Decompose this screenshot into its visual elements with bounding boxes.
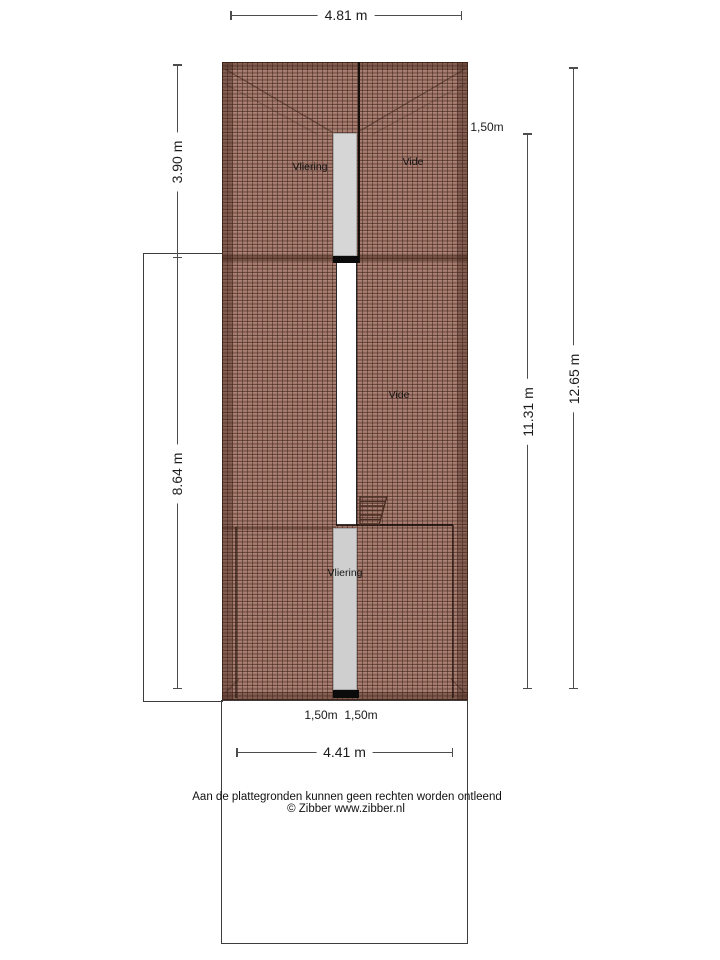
dimension-tick xyxy=(452,748,454,757)
dimension-left xyxy=(169,64,185,689)
dimension-right-inner-label: 11.31 m xyxy=(520,379,536,445)
knee-wall-left xyxy=(235,527,237,698)
roof-plan xyxy=(222,62,468,700)
dimension-tick xyxy=(523,688,532,690)
knee-wall-right xyxy=(452,525,454,698)
dimension-tick xyxy=(523,133,532,135)
room-label-vide-middle: Vide xyxy=(388,389,410,401)
stairs-icon xyxy=(358,495,389,526)
dimension-right-inner xyxy=(519,133,536,689)
disclaimer-text: Aan de plattegronden kunnen geen rechten worden ontleend xyxy=(192,791,502,803)
dimension-left-upper-label: 3.90 m xyxy=(169,133,185,192)
dimension-tick xyxy=(173,257,182,259)
label-right-offset: 1,50m xyxy=(470,120,504,134)
dimension-tick xyxy=(173,688,182,690)
label-bottom-left-offset: 1,50m xyxy=(304,708,338,722)
lower-floor-outline-bottom xyxy=(221,700,468,944)
dimension-right-outer xyxy=(565,67,582,689)
dimension-top-width-label: 4.81 m xyxy=(318,7,375,23)
dimension-bottom-width-label: 4.41 m xyxy=(316,744,373,760)
vliering-edge-line xyxy=(336,524,453,526)
dimension-tick xyxy=(569,688,578,690)
dimension-tick xyxy=(461,11,463,20)
room-label-vliering-top: Vliering xyxy=(292,161,328,173)
dimension-bottom-width xyxy=(236,744,453,760)
room-label-vliering-bottom: Vliering xyxy=(327,567,363,579)
dimension-right-outer-label: 12.65 m xyxy=(566,346,582,413)
wall-band-lower xyxy=(333,690,359,698)
dimension-tick xyxy=(236,748,238,757)
dimension-tick xyxy=(230,11,232,20)
dimension-tick xyxy=(173,64,182,66)
dimension-left-lower-label: 8.64 m xyxy=(169,445,185,504)
copyright-text: © Zibber www.zibber.nl xyxy=(287,803,405,815)
dimension-tick xyxy=(569,67,578,69)
loft-strip-upper xyxy=(333,133,357,256)
vide-opening xyxy=(336,263,357,525)
wall-band-upper xyxy=(333,256,359,263)
loft-strip-lower xyxy=(333,528,357,690)
dimension-top-width xyxy=(230,7,462,23)
roof-ridge-divider xyxy=(358,62,360,263)
label-bottom-right-offset: 1,50m xyxy=(344,708,378,722)
room-label-vide-top: Vide xyxy=(402,156,424,168)
